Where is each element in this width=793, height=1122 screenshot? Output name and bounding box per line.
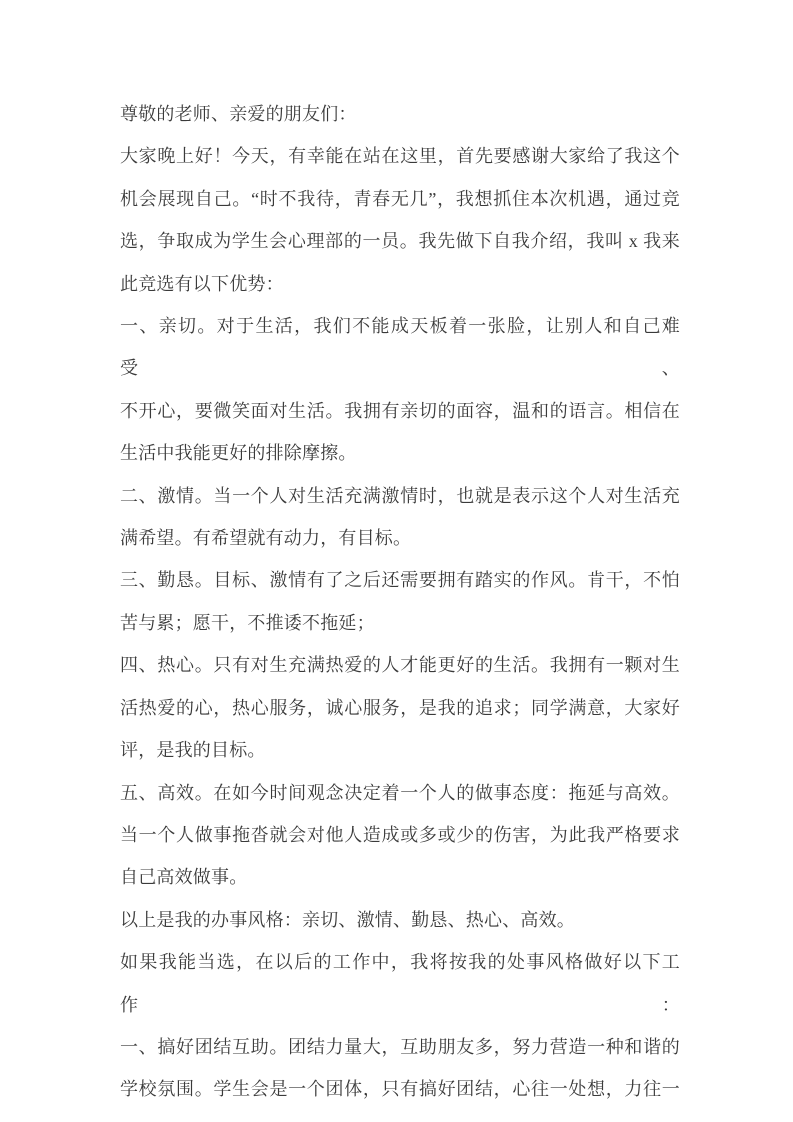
text-line: 一、亲切。对于生活，我们不能成天板着一张脸，让别人和自己难受、 — [120, 316, 680, 379]
text-line: 苦与累；愿干，不推诿不拖延； — [120, 612, 375, 633]
text-line: 当一个人做事拖沓就会对他人造成或多或少的伤害，为此我严格要求 — [120, 824, 680, 845]
text-line: 尊敬的老师、亲爱的朋友们： — [120, 104, 357, 124]
text-line: 选，争取成为学生会心理部的一员。我先做下自我介绍，我叫 x 我来 — [120, 231, 680, 252]
text-line: 三、勤恳。目标、激情有了之后还需要拥有踏实的作风。肯干，不怕 — [120, 570, 680, 591]
text-line: 满希望。有希望就有动力，有目标。 — [120, 528, 412, 549]
text-line: 如果我能当选，在以后的工作中，我将按我的处事风格做好以下工作： — [120, 952, 680, 1015]
text-line: 四、热心。只有对生充满热爱的人才能更好的生活。我拥有一颗对生 — [120, 655, 680, 676]
document-body — [120, 93, 680, 1111]
text-line: 二、激情。当一个人对生活充满激情时，也就是表示这个人对生活充 — [120, 485, 680, 506]
text-line: 不开心，要微笑面对生活。我拥有亲切的面容，温和的语言。相信在 — [120, 400, 680, 421]
text-line: 生活中我能更好的排除摩擦。 — [120, 443, 357, 464]
text-line: 活热爱的心，热心服务，诚心服务，是我的追求；同学满意，大家好 — [120, 697, 680, 718]
text-line: 一、搞好团结互助。团结力量大，互助朋友多，努力营造一种和谐的 — [120, 1036, 680, 1057]
text-line: 此竞选有以下优势： — [120, 273, 284, 294]
text-line: 大家晚上好！今天，有幸能在站在这里，首先要感谢大家给了我这个 — [120, 146, 680, 167]
text-line: 五、高效。在如今时间观念决定着一个人的做事态度：拖延与高效。 — [120, 782, 680, 803]
text-line: 评，是我的目标。 — [120, 740, 266, 761]
text-line: 自己高效做事。 — [120, 867, 248, 888]
text-line: 机会展现自己。“时不我待，青春无几”，我想抓住本次机遇，通过竞 — [120, 188, 680, 209]
text-line: 学校氛围。学生会是一个团体，只有搞好团结，心往一处想，力往一 — [120, 1079, 680, 1100]
text-line: 以上是我的办事风格：亲切、激情、勤恳、热心、高效。 — [120, 909, 575, 930]
